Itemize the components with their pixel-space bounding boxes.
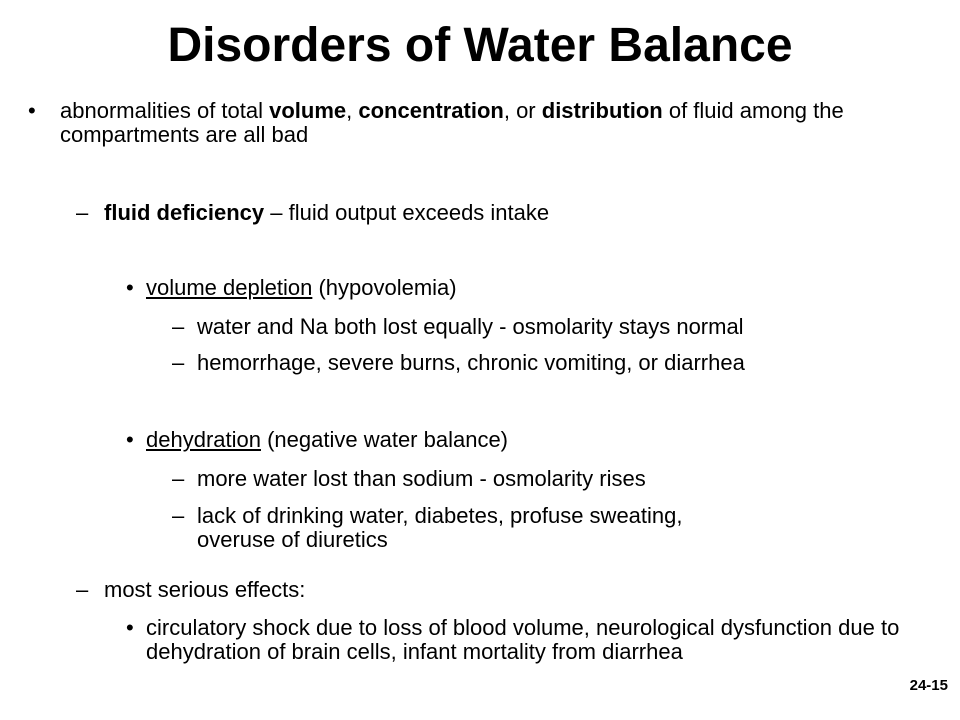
bold-term-concentration: concentration — [358, 98, 504, 123]
sub-bullet-serious-effects — [76, 578, 936, 602]
bullet-marker: • — [126, 427, 134, 452]
text-run: – fluid output exceeds intake — [264, 200, 550, 225]
bullet-text: circulatory shock due to loss of blood volume, neurological dysfunction due to dehydration of brain cells, infant mortality from diarrhea — [146, 615, 900, 664]
bullet-text — [60, 99, 928, 147]
detail-item — [172, 467, 942, 491]
underlined-term-volume-depletion: volume depletion — [146, 275, 313, 300]
slide-title: Disorders of Water Balance — [167, 19, 793, 72]
sub-bullet-fluid-deficiency — [76, 201, 936, 225]
text-run: of fluid among the compartments are all bad — [60, 98, 844, 147]
bullet-marker: • — [126, 275, 134, 300]
detail-item — [172, 351, 942, 375]
sub-bullet-text: most serious effects: — [104, 577, 306, 602]
bullet-dehydration — [126, 428, 926, 452]
bullet-abnormalities — [28, 99, 928, 147]
text-run: (negative water balance) — [260, 427, 509, 452]
detail-text: lack of drinking water, diabetes, profuse sweating, overuse of diuretics — [197, 503, 683, 552]
dash-marker: – — [76, 577, 89, 602]
detail-text: water and Na both lost equally - osmolarity stays normal — [197, 314, 744, 339]
dash-marker: – — [172, 350, 185, 375]
bullet-volume-depletion — [126, 276, 926, 300]
dash-marker: – — [172, 466, 185, 491]
bullet-marker: • — [126, 615, 134, 640]
sub-bullet-text — [104, 201, 936, 225]
dash-marker: – — [76, 200, 89, 225]
text-run: abnormalities of total — [60, 98, 270, 123]
detail-item — [172, 504, 752, 552]
detail-text: more water lost than sodium - osmolarity rises — [197, 466, 646, 491]
slide-number: 24-15 — [909, 677, 948, 694]
bullet-text — [146, 428, 926, 452]
bold-term-fluid-deficiency: fluid deficiency — [104, 200, 265, 225]
dash-marker: – — [172, 314, 185, 339]
text-run: , or — [503, 98, 542, 123]
bold-term-volume: volume — [269, 98, 347, 123]
bullet-text — [146, 276, 926, 300]
text-run: , — [346, 98, 359, 123]
bullet-effects — [126, 616, 926, 664]
dash-marker: – — [172, 503, 185, 528]
text-run: (hypovolemia) — [312, 275, 457, 300]
detail-item — [172, 315, 942, 339]
bullet-marker: • — [28, 98, 36, 123]
detail-text: hemorrhage, severe burns, chronic vomiting, or diarrhea — [197, 350, 745, 375]
bold-term-distribution: distribution — [541, 98, 663, 123]
underlined-term-dehydration: dehydration — [146, 427, 261, 452]
